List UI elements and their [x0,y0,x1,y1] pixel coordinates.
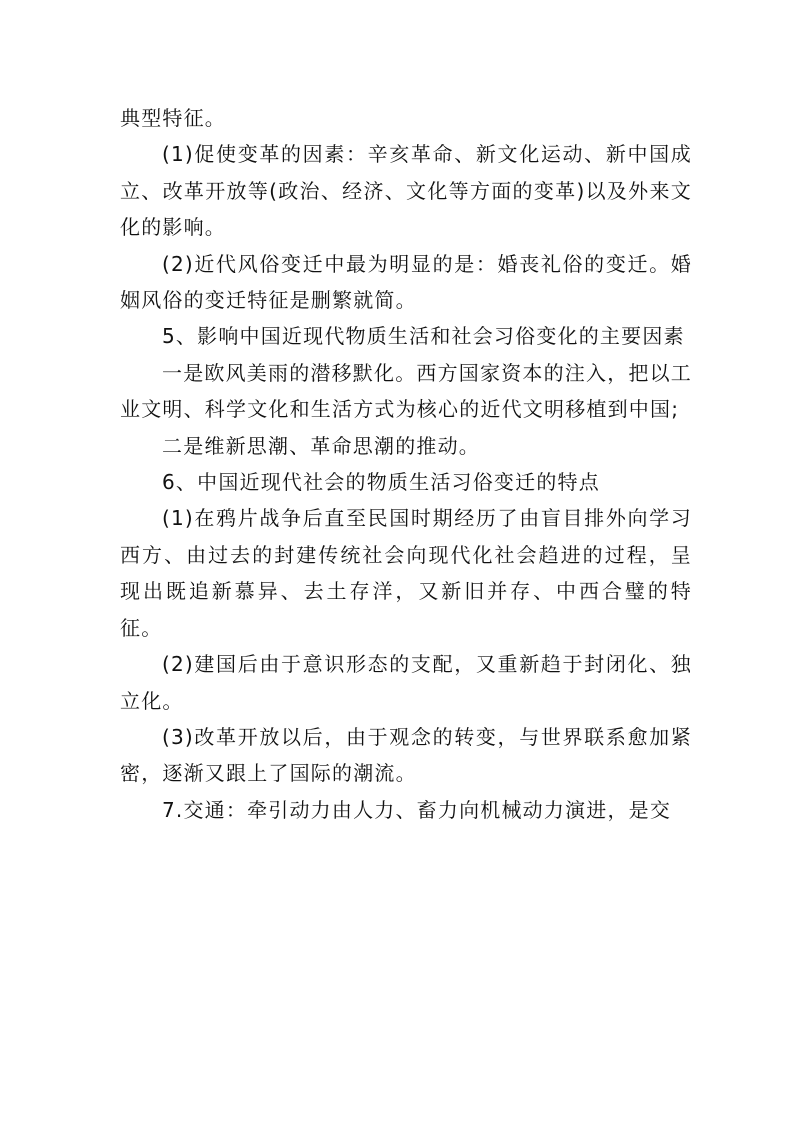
heading-item-6: 6、中国近现代社会的物质生活习俗变迁的特点 [162,470,600,495]
paragraph-customs: (2)近代风俗变迁中最为明显的是：婚丧礼俗的变迁。婚姻风俗的变迁特征是删繁就简。 [120,251,692,313]
paragraph-reform-thought: 二是维新思潮、革命思潮的推动。 [162,433,480,458]
paragraph-factors: (1)促使变革的因素：辛亥革命、新文化运动、新中国成立、改革开放等(政治、经济、文化等方面的变革)以及外来文化的影响。 [120,142,692,240]
paragraph-feature-1: (1)在鸦片战争后直至民国时期经历了由盲目排外向学习西方、由过去的封建传统社会向现代化社会趋进的过程，呈现出既追新慕异、去土存洋，又新旧并存、中西合璧的特征。 [120,506,692,640]
paragraph-continuation: 典型特征。 [120,106,226,130]
paragraph-transport: 7.交通：牵引动力由人力、畜力向机械动力演进，是交 [162,797,672,822]
paragraph-western-influence: 一是欧风美雨的潜移默化。西方国家资本的注入，把以工业文明、科学文化和生活方式为核心的近代文明移植到中国; [120,360,692,422]
paragraph-feature-2: (2)建国后由于意识形态的支配，又重新趋于封闭化、独立化。 [120,652,692,713]
paragraph-feature-3: (3)改革开放以后，由于观念的转变，与世界联系愈加紧密，逐渐又跟上了国际的潮流。 [120,724,692,786]
body-text [120,100,692,828]
heading-item-5: 5、影响中国近现代物质生活和社会习俗变化的主要因素 [162,324,685,349]
